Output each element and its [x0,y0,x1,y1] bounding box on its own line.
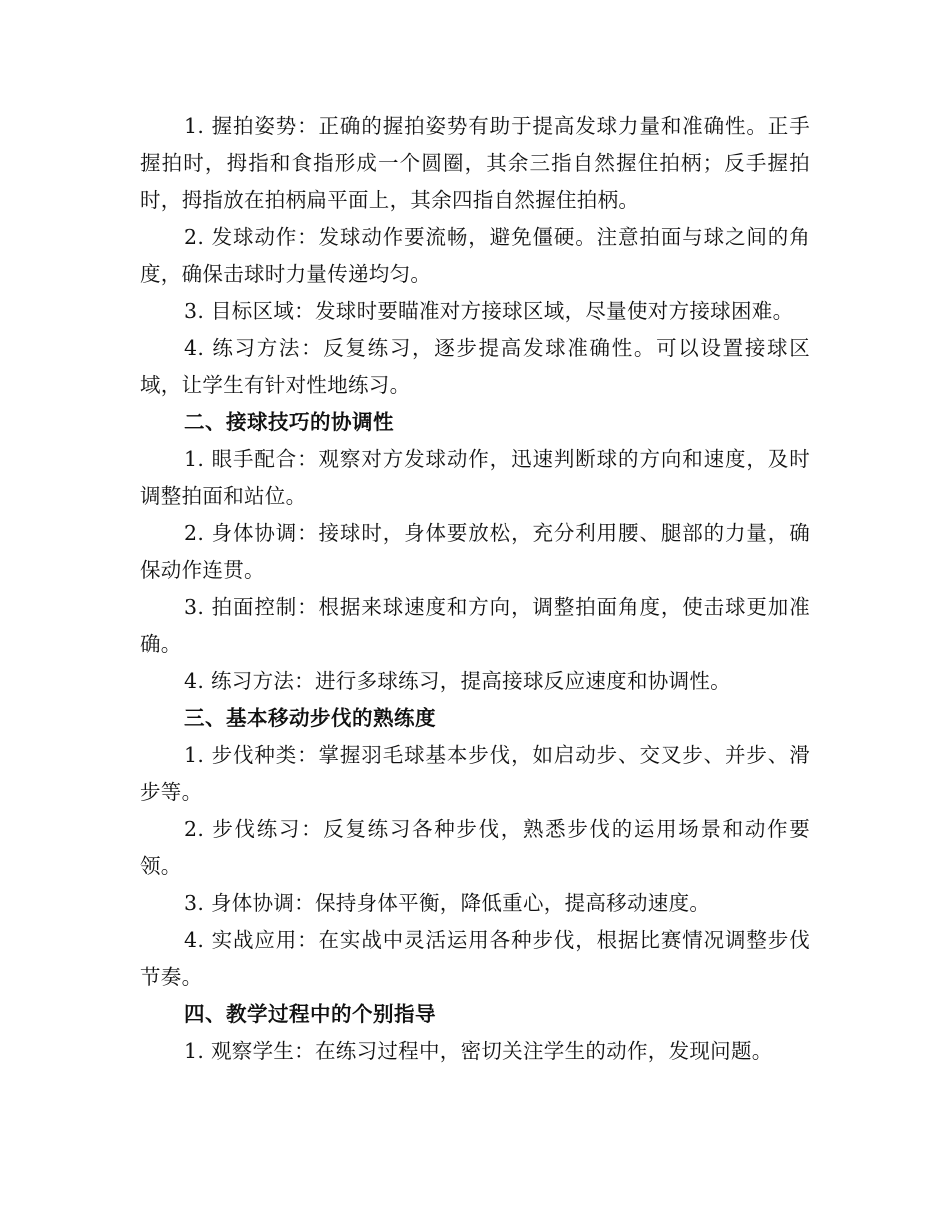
section-heading-footwork: 三、基本移动步伐的熟练度 [184,706,436,730]
paragraph-body-coordination: 2. 身体协调：接球时，身体要放松，充分利用腰、腿部的力量，确保动作连贯。 [140,521,810,582]
paragraph-target-area: 3. 目标区域：发球时要瞄准对方接球区域，尽量使对方接球困难。 [184,299,794,323]
paragraph-grip-posture: 1. 握拍姿势：正确的握拍姿势有助于提高发球力量和准确性。正手握拍时，拇指和食指形成一个圆圈，其余三指自然握住拍柄；反手握拍时，拇指放在拍柄扁平面上，其余四指自然握住拍柄。 [140,114,810,212]
paragraph-observe-students: 1. 观察学生：在练习过程中，密切关注学生的动作，发现问题。 [184,1039,773,1063]
paragraph-serve-motion: 2. 发球动作：发球动作要流畅，避免僵硬。注意拍面与球之间的角度，确保击球时力量传递均匀。 [140,225,810,286]
paragraph-serve-practice: 4. 练习方法：反复练习，逐步提高发球准确性。可以设置接球区域，让学生有针对性地练习。 [140,336,810,397]
document-body [140,108,810,1070]
section-heading-receive: 二、接球技巧的协调性 [184,410,394,434]
paragraph-eye-hand: 1. 眼手配合：观察对方发球动作，迅速判断球的方向和速度，及时调整拍面和站位。 [140,447,810,508]
paragraph-match-application: 4. 实战应用：在实战中灵活运用各种步伐，根据比赛情况调整步伐节奏。 [140,928,810,989]
paragraph-balance: 3. 身体协调：保持身体平衡，降低重心，提高移动速度。 [184,891,711,915]
paragraph-racket-control: 3. 拍面控制：根据来球速度和方向，调整拍面角度，使击球更加准确。 [140,595,810,656]
paragraph-footwork-practice: 2. 步伐练习：反复练习各种步伐，熟悉步伐的运用场景和动作要领。 [140,817,810,878]
paragraph-footwork-types: 1. 步伐种类：掌握羽毛球基本步伐，如启动步、交叉步、并步、滑步等。 [140,743,810,804]
section-heading-guidance: 四、教学过程中的个别指导 [184,1002,436,1026]
paragraph-receive-practice: 4. 练习方法：进行多球练习，提高接球反应速度和协调性。 [184,669,731,693]
